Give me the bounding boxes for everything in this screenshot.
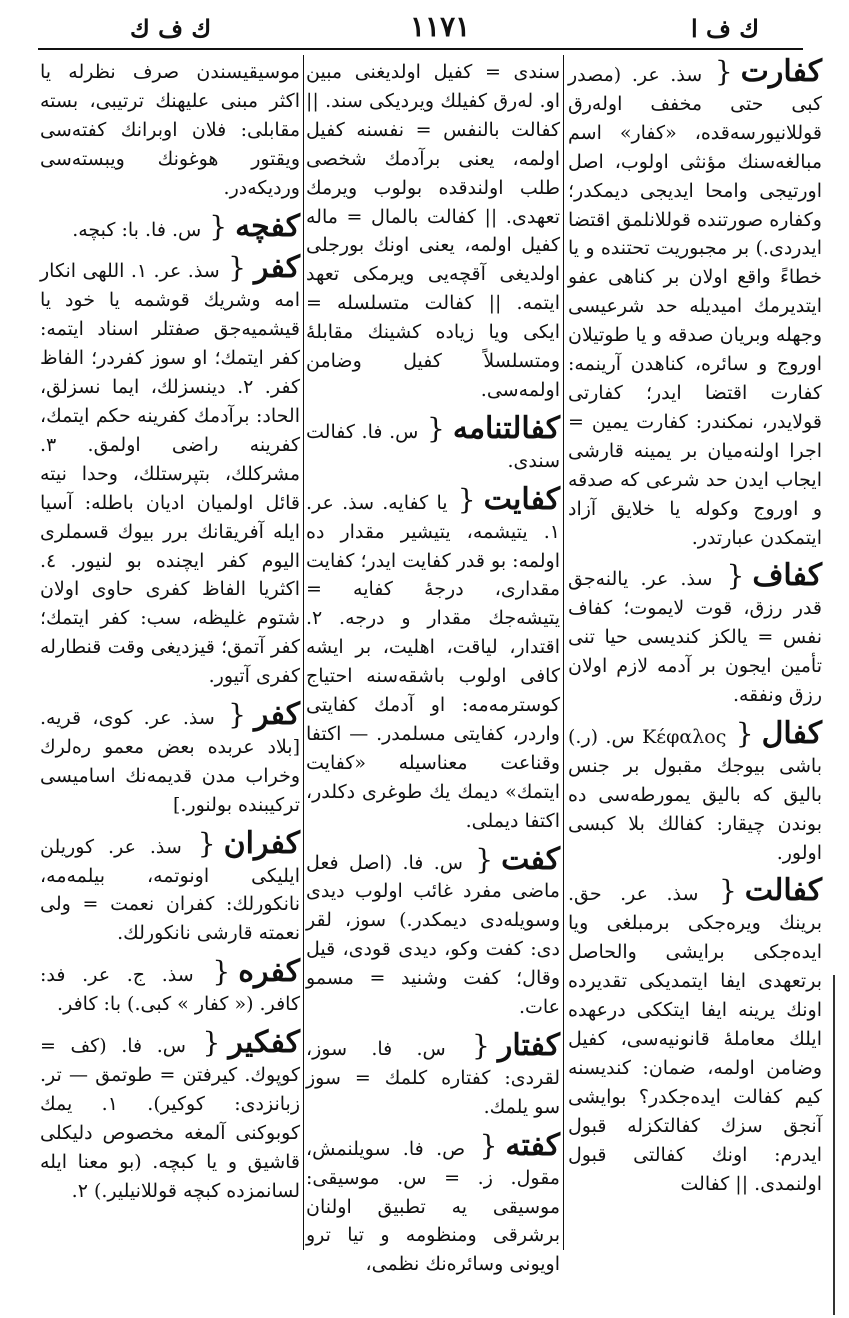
entry-text: س. فا. سوز، لقردى: كفتاره كلمك = سوز سو يلمك.	[306, 1038, 560, 1118]
entry-headword: كفت	[501, 841, 560, 877]
dictionary-entry	[568, 715, 823, 868]
brace-glyph: {	[212, 955, 231, 989]
entry-text: سذ. عر. كوى، قريه. [بلاد عربدە بعض معمو رەلرك وخراب مدن قديمەنك اساميسى تركيبندە بولنور.]	[40, 707, 300, 816]
entry-text: س. فا. (كف = كوپوك. كيرفتن = طوتمق — تر. زبانزدى: كوكير). ١. يمك كوبوكنى آلمغه مخصوص دليكلى قاشيق و يا كبچه. (بو معنا ايله لسانمزدە كبچه قوللانيلير.) ٢.	[40, 1035, 300, 1202]
entry-headword: كفر	[253, 250, 300, 286]
entry-headword: كفكير	[228, 1025, 300, 1061]
entry-text: س. فا. با: كبچه.	[72, 218, 202, 241]
brace-glyph: {	[475, 842, 494, 876]
column-right	[568, 54, 823, 1208]
entry-text: س. فا. (اصل فعل ماضى مفرد غائب اولوب ديدى وسويلەدى ديمكدر.) سوز، لقر دى: كفت وكو، ديدى قودى، قيل وقال؛ كفت وشنيد = مسمو عات.	[306, 851, 560, 1019]
brace-glyph: {	[718, 874, 737, 908]
entry-headword: كفر	[253, 697, 300, 733]
column-divider	[563, 55, 564, 1250]
dictionary-entry-continued	[40, 58, 300, 203]
entry-text: سذ. عر. ١. اللهى انكار امه وشريك قوشمه يا خود يا قيشميەجق صفتلر اسناد ايتمه: كفر ايتمك؛ او سوز كفردر؛ الفاظ كفر. ٢. دينسزلك، ايما نسزلق، الحاد: برآدمك كفرينه حكم ايتمك، كفرينه راضى اولمق. ٣. مشركلك، بتپرستلك، وحدا نيته قائل اولميان اديان باطله: آسيا ايله آفريقانك برر بيوك قسملرى اليوم كفر ايچنده بو لنيور. ٤. اكثريا الفاظ كفرى حاوى اولان شتوم غليظه، سب: كفر ايتمك؛ كفر آتمق؛ قيزديغى وقت قنطارله كفرى آتيور.	[40, 260, 300, 688]
margin-rule	[833, 975, 835, 1315]
entry-text: سذ. عر. حق. برينك ويرەجكى برمبلغى ويا ايدەجكى برايشى والحاصل برتعهدى ايفا ايتمديكى تقديردە اونك يرينه ايفا ايتككى درعهدە ايلك معاملهٔ قانونيەسى، كفيل وضامن اولمه، ضمان: كنديسنه كيم كفالت ايدەجكدر؟ بوايشى آنجق سزك كفالتكزله قبول ايدرم: اونك كفالتى قبول اولنمدى. || كفالت	[568, 883, 822, 1195]
brace-glyph: {	[209, 209, 228, 243]
entry-text: سندى = كفيل اولديغنى مبين او. لەرق كفيلك ويرديكى سند. || كفالت بالنفس = نفسنه كفيل اولمه، يعنى برآدمك شخصى طلب اولندقده بولوب ويرمك تعهدى. || كفالت بالمال = ماله كفيل اولمه، يعنى اونك بورجلى اولديغى آقچەيى ويرمكى تعهد ايتمه. || كفالت متسلسله = ايكى ويا زياده كشينك مقابلهٔ ومتسلسلاً كفيل وضامن اولمەسى.	[306, 61, 560, 401]
entry-headword: كفالت	[744, 873, 822, 909]
entry-text: سذ. عر. يالنەجق قدر رزق، قوت لايموت؛ كفاف نفس = يالكز كنديسى حيا تنى تأمين ايجون بر آدمه لازم اولان رزق ونفقه.	[568, 568, 822, 707]
dictionary-entry	[306, 841, 560, 1022]
brace-glyph: {	[726, 559, 745, 593]
page-number: ١١٧١	[410, 10, 471, 43]
dictionary-entry	[306, 1028, 560, 1122]
entry-headword: كفالتنامه	[452, 410, 560, 446]
entry-headword: كفتار	[497, 1028, 560, 1063]
header-rule	[38, 48, 803, 50]
dictionary-entry	[40, 954, 300, 1019]
entry-text: س. (ر.) باشى بيوجك مقبول بر جنس باليق كه باليق يمورطەسى دە بوندن چيقار: كفالك بلا كبسى اولور.	[568, 725, 822, 864]
entry-headword: كفره	[238, 954, 300, 990]
entry-text: سذ. عر. (مصدر كبى حتى مخفف اولەرق قوللانيورسەقدە، «كفار» اسم مبالغەسنك مؤنثى اولوب، اصل اورتيجى وامحا ايديجى ديمكدر؛ وكفاره صورتندە قوللانلمق اقتضا ايدردى.) بر مجبوريت تحتندە و يا خطاءً واقع اولان بر كناهى عفو ايتديرمك اميدیله حد شرعيسى وجهلە وبريان صدقه و يا طوتيلان اوروج و سائره، كناهدن آرينمه: كفارت اقتضا ايدر؛ كفارتى قولايدر، نمكندر: كفارت يمين = اجرا اولنەميان بر يمينه قارشى ايجاب ايدن حد شرعى كه صدقه و اوروج وكوله يا خلايق آزاد ايتمكدن عبارتدر.	[568, 64, 822, 549]
entry-headword: كفال	[761, 715, 823, 751]
entry-headword: كفته	[505, 1127, 560, 1163]
entry-headword: كفايت	[483, 481, 560, 517]
dictionary-entry	[40, 825, 300, 949]
entry-headword: كفاف	[752, 558, 823, 594]
dictionary-entry	[40, 208, 300, 245]
running-head	[40, 10, 809, 50]
dictionary-entry	[568, 873, 822, 1198]
brace-glyph: {	[714, 55, 733, 88]
brace-glyph: {	[457, 482, 476, 516]
column-divider	[303, 55, 304, 1250]
dictionary-entry	[568, 558, 823, 710]
brace-glyph: {	[228, 698, 246, 732]
entry-headword: كفران	[223, 825, 300, 861]
dictionary-entry	[306, 481, 560, 836]
entry-text: سذ. عر. كوريلن ايليكى اونوتمه، بيلمەمه، نانكورلك: كفران نعمت = ولى نعمته قارشى نانكورلك.	[40, 835, 300, 945]
greek-etymon: Κέφαλος	[642, 725, 727, 748]
dictionary-entry	[40, 1025, 300, 1205]
brace-glyph: {	[427, 411, 445, 445]
brace-glyph: {	[472, 1029, 490, 1062]
brace-glyph: {	[735, 716, 754, 750]
entry-text: يا كفايه. سذ. عر. ١. يتيشمه، يتيشير مقدار دە اولمه: بو قدر كفايت ايدر؛ كفايت مقدارى، درجهٔ كفايه = يتيشەجك مقدار و درجه. ٢. اقتدار، لياقت، اهليت، بر ايشه كافى اولوب باشقەسنه احتياج كوسترمەمه: او آدمك كفايتى واردر، كفايتى مسلمدر. — اكتفا وقناعت معناسيلە «كفايت ايتمك» ديمك يك طوغرى دكلدر، اكتفا ديملى.	[306, 491, 560, 832]
entry-headword: كفچه	[235, 208, 300, 244]
entry-text: س. فا. كفالت سندى.	[306, 420, 560, 472]
column-left	[40, 58, 300, 1216]
dictionary-entry	[306, 1127, 560, 1280]
dictionary-entry	[40, 250, 300, 691]
dictionary-entry	[568, 54, 822, 552]
brace-glyph: {	[228, 251, 246, 285]
brace-glyph: {	[479, 1128, 498, 1162]
dictionary-entry	[40, 697, 300, 820]
entry-text: سذ. ج. عر. فد: كافر. (« كفار » كبى.) با: كافر.	[40, 964, 300, 1016]
right-guide-word: ك ف ا	[690, 14, 759, 43]
dictionary-entry-continued	[306, 58, 560, 405]
dictionary-entry	[306, 410, 560, 476]
column-middle	[306, 58, 560, 1289]
brace-glyph: {	[197, 826, 216, 860]
entry-headword: كفارت	[740, 54, 822, 89]
entry-text: ص. فا. سويلنمش، مقول. ز. = س. موسيقى: موسيقى يه تطبيق اولنان برشرقى ومنظومه و تيا ترو اويونى وسائرەنك نظمى،	[306, 1137, 560, 1276]
brace-glyph: {	[202, 1026, 221, 1060]
entry-text: موسيقيسندن صرف نظرله يا اكثر مبنى عليهنك ترتيبى، بسته مقابلى: فلان اوبرانك كفتەسى ويقتور هوغونك ويبستەسى ورديكەدر.	[40, 61, 300, 199]
left-guide-word: ك ف ك	[130, 14, 212, 43]
